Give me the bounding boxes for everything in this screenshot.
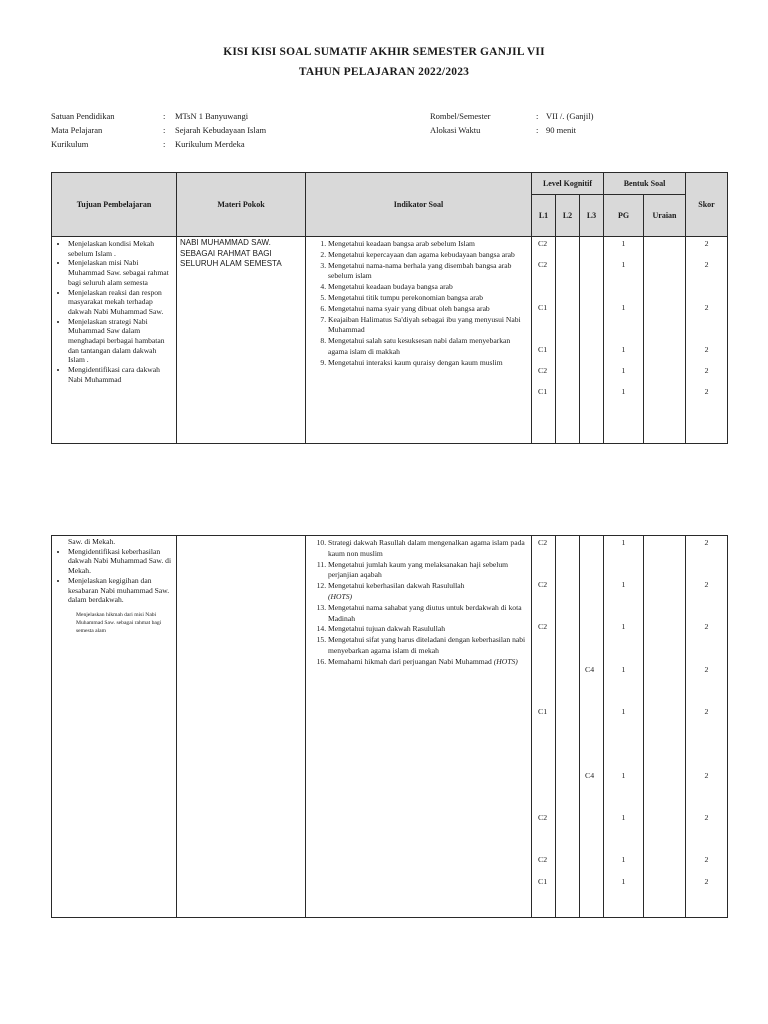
- skor-value: 2: [704, 707, 709, 716]
- header-uraian: Uraian: [644, 195, 686, 237]
- list-item: 7. Keajaiban Halimatus Sa'diyah sebagai ibu yang menyusui Nabi Muhammad: [328, 315, 528, 337]
- level-mark: C1: [538, 303, 548, 312]
- skor-value: 2: [704, 877, 709, 886]
- level-mark: C1: [538, 387, 548, 396]
- list-item: • Mengidentifikasi keberhasilan dakwah Nabi Muhammad Saw. di Mekah.: [68, 547, 174, 576]
- header-tujuan: Tujuan Pembelajaran: [52, 173, 177, 237]
- info-row-kurikulum: Kurikulum : Kurikulum Merdeka: [51, 139, 245, 149]
- list-item: 3. Mengetahui nama-nama berhala yang disembah bangsa arab sebelum islam: [328, 261, 528, 283]
- l1-cell: [532, 237, 556, 444]
- pg-value: 1: [621, 707, 626, 716]
- pg-value: 1: [621, 665, 626, 674]
- header-l3: L3: [580, 195, 604, 237]
- header-skor: Skor: [686, 173, 728, 237]
- tujuan-cell: [52, 536, 177, 918]
- header-bentuk-soal: Bentuk Soal: [604, 173, 686, 195]
- skor-value: 2: [704, 387, 709, 396]
- info-right: [430, 109, 593, 137]
- skor-value: 2: [704, 855, 709, 864]
- list-item: 11. Mengetahui jumlah kaum yang melaksanakan haji sebelum perjanjian aqabah: [328, 560, 528, 582]
- list-item: 10. Strategi dakwah Rasullah dalam mengenalkan agama islam pada kaum non muslim: [328, 538, 528, 560]
- pg-value: 1: [621, 239, 626, 248]
- list-item: 9. Mengetahui interaksi kaum quraisy dengan kaum muslim: [328, 358, 528, 369]
- l2-cell: [556, 536, 580, 918]
- skor-value: 2: [704, 239, 709, 248]
- hots-label: (HOTS): [328, 591, 353, 601]
- skor-cell: [686, 536, 728, 918]
- skor-value: 2: [704, 366, 709, 375]
- header-l2: L2: [556, 195, 580, 237]
- l1-cell: [532, 536, 556, 918]
- tujuan-continuation: Saw. di Mekah.: [68, 537, 116, 546]
- list-item: • Menjelaskan misi Nabi Muhammad Saw. sebagai rahmat bagi seluruh alam semesta: [68, 258, 174, 287]
- pg-value: 1: [621, 877, 626, 886]
- list-item: 5. Mengetahui titik tumpu perekonomian bangsa arab: [328, 293, 528, 304]
- list-item: 12. Mengetahui keberhasilan dakwah Rasulullah (HOTS): [328, 581, 528, 603]
- hots-label: (HOTS): [493, 656, 518, 666]
- skor-cell: [686, 237, 728, 444]
- document-subtitle: TAHUN PELAJARAN 2022/2023: [298, 66, 470, 78]
- l2-cell: [556, 237, 580, 444]
- info-row-satuan: Satuan Pendidikan : MTsN 1 Banyuwangi: [51, 111, 249, 121]
- level-mark: C1: [538, 707, 548, 716]
- skor-value: 2: [704, 538, 709, 547]
- level-mark: C2: [538, 813, 548, 822]
- pg-value: 1: [621, 387, 626, 396]
- tujuan-note: Menjelaskan hikmah dari misi Nabi Muhammad Saw. sebagai rahmat bagi semesta alam: [76, 611, 162, 634]
- l3-cell: [580, 536, 604, 918]
- level-mark: C2: [538, 366, 548, 375]
- header-pg: PG: [604, 195, 644, 237]
- table-row: [52, 536, 728, 918]
- list-item: 8. Mengetahui salah satu kesuksesan nabi dalam menyebarkan agama islam di makkah: [328, 336, 528, 358]
- list-item: 16. Memahami hikmah dari perjuangan Nabi Muhammad (HOTS): [328, 657, 528, 668]
- pg-value: 1: [621, 345, 626, 354]
- pg-value: 1: [621, 580, 626, 589]
- skor-value: 2: [704, 345, 709, 354]
- pg-value: 1: [621, 366, 626, 375]
- l3-cell: [580, 237, 604, 444]
- header-level-kognitif: Level Kognitif: [532, 173, 604, 195]
- info-row-alokasi: Alokasi Waktu : 90 menit: [430, 125, 576, 135]
- table-row: [52, 237, 728, 444]
- level-mark: C2: [538, 580, 548, 589]
- skor-value: 2: [704, 813, 709, 822]
- skor-value: 2: [704, 622, 709, 631]
- pg-value: 1: [621, 771, 626, 780]
- info-left: [51, 109, 266, 151]
- pg-value: 1: [621, 813, 626, 822]
- level-mark: C2: [538, 260, 548, 269]
- level-mark: C2: [538, 239, 548, 248]
- level-mark: C1: [538, 877, 548, 886]
- document-title: KISI KISI SOAL SUMATIF AKHIR SEMESTER GANJIL VII: [223, 46, 545, 58]
- indikator-cell: [306, 536, 532, 918]
- pg-cell: [604, 536, 644, 918]
- header-indikator: Indikator Soal: [306, 173, 532, 237]
- indikator-cell: [306, 237, 532, 444]
- pg-value: 1: [621, 303, 626, 312]
- level-mark: C1: [538, 345, 548, 354]
- level-mark: C2: [538, 538, 548, 547]
- uraian-cell: [644, 237, 686, 444]
- list-item: • Menjelaskan kondisi Mekah sebelum Islam .: [68, 239, 174, 258]
- list-item: 6. Mengetahui nama syair yang dibuat oleh bangsa arab: [328, 304, 528, 315]
- materi-cell: [177, 237, 306, 444]
- pg-value: 1: [621, 855, 626, 864]
- skor-value: 2: [704, 260, 709, 269]
- info-row-mapel: Mata Pelajaran : Sejarah Kebudayaan Islam: [51, 125, 267, 135]
- pg-value: 1: [621, 538, 626, 547]
- pg-value: 1: [621, 260, 626, 269]
- pg-cell: [604, 237, 644, 444]
- list-item: • Mengidentifikasi cara dakwah Nabi Muhammad: [68, 365, 174, 384]
- list-item: 13. Mengetahui nama sahabat yang diutus untuk berdakwah di kota Madinah: [328, 603, 528, 625]
- kisi-table-1: [51, 172, 728, 444]
- pg-value: 1: [621, 622, 626, 631]
- list-item: 1. Mengetahui keadaan bangsa arab sebelum Islam: [328, 239, 528, 250]
- list-item: 2. Mengetahui kepercayaan dan agama kebudayaan bangsa arab: [328, 250, 528, 261]
- list-item: • Menjelaskan strategi Nabi Muhammad Saw dalam menghadapi berbagai hambatan dan tantangan dalam dakwah Islam .: [68, 317, 174, 366]
- list-item: 15. Mengetahui sifat yang harus diteladani dengan keberhasilan nabi menyebarkan agama islam di mekah: [328, 635, 528, 657]
- uraian-cell: [644, 536, 686, 918]
- skor-value: 2: [704, 771, 709, 780]
- skor-value: 2: [704, 303, 709, 312]
- level-mark: C4: [585, 665, 595, 674]
- list-item: • Menjelaskan kegigihan dan kesabaran Nabi muhammad Saw. dalam berdakwah.: [68, 576, 174, 605]
- materi-text: NABI MUHAMMAD SAW. SEBAGAI RAHMAT BAGI SELURUH ALAM SEMESTA: [180, 238, 282, 269]
- level-mark: C2: [538, 855, 548, 864]
- skor-value: 2: [704, 580, 709, 589]
- kisi-table-2: [51, 535, 728, 918]
- list-item: 4. Mengetahui keadaan budaya bangsa arab: [328, 282, 528, 293]
- header-l1: L1: [532, 195, 556, 237]
- list-item: • Menjelaskan reaksi dan respon masyarakat mekah terhadap dakwah Nabi Muhammad Saw.: [68, 288, 174, 317]
- header-materi: Materi Pokok: [177, 173, 306, 237]
- level-mark: C2: [538, 622, 548, 631]
- materi-cell: [177, 536, 306, 918]
- level-mark: C4: [585, 771, 595, 780]
- list-item: 14. Mengetahui tujuan dakwah Rasulullah: [328, 624, 528, 635]
- info-row-rombel: Rombel/Semester : VII /. (Ganjil): [430, 111, 594, 121]
- tujuan-cell: [52, 237, 177, 444]
- skor-value: 2: [704, 665, 709, 674]
